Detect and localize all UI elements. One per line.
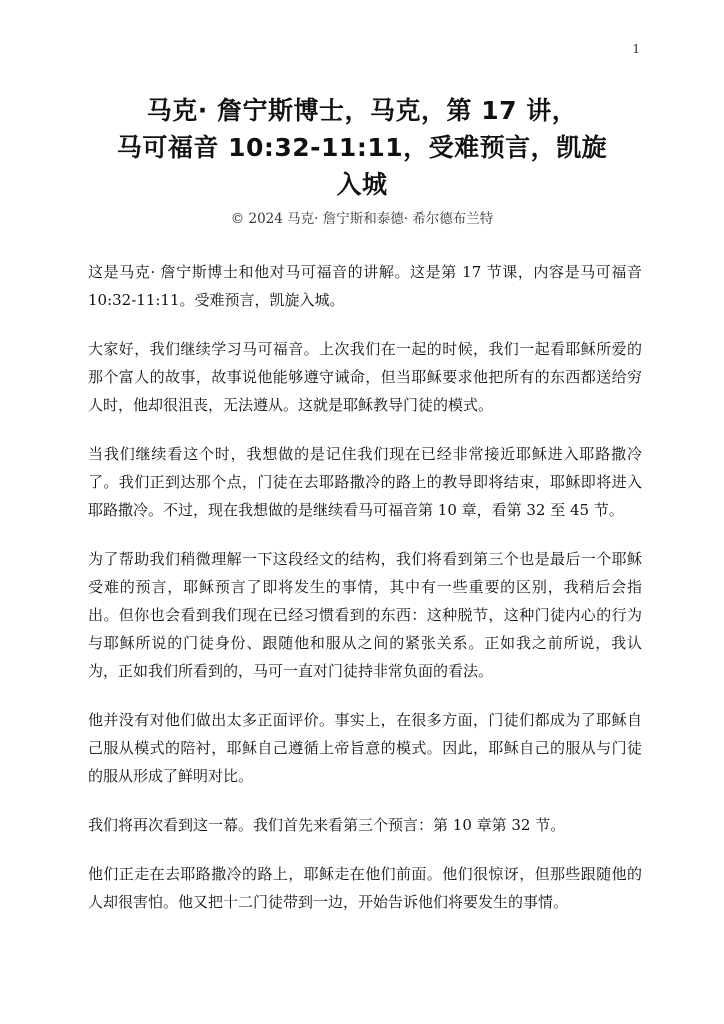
page-number: 1	[632, 42, 640, 56]
paragraph-6: 我们将再次看到这一幕。我们首先来看第三个预言：第 10 章第 32 节。	[88, 816, 566, 834]
paragraph-5: 他并没有对他们做出太多正面评价。事实上，在很多方面，门徒们都成为了耶稣自己服从模式的陪衬，耶稣自己遵循上帝旨意的模式。因此，耶稣自己的服从与门徒的服从形成了鲜明对比。	[88, 711, 642, 785]
paragraph-1: 这是马克· 詹宁斯博士和他对马可福音的讲解。这是第 17 节课，内容是马可福音 10:32-11:11。受难预言，凯旋入城。	[88, 263, 642, 309]
title-line-3: 入城	[336, 170, 388, 199]
title-line-2: 马可福音 10:32-11:11，受难预言，凯旋	[116, 133, 608, 162]
document-body	[88, 258, 642, 937]
paragraph-4: 为了帮助我们稍微理解一下这段经文的结构，我们将看到第三个也是最后一个耶稣受难的预言，耶稣预言了即将发生的事情，其中有一些重要的区别，我稍后会指出。但你也会看到我们现在已经习惯看到的东西：这种脱节，这种门徒内心的行为与耶稣所说的门徒身份、跟随他和服从之间的紧张关系。正如我之前所说，我认为，正如我们所看到的，马可一直对门徒持非常负面的看法。	[88, 550, 642, 680]
paragraph-3: 当我们继续看这个时，我想做的是记住我们现在已经非常接近耶稣进入耶路撒冷了。我们正到达那个点，门徒在去耶路撒冷的路上的教导即将结束，耶稣即将进入耶路撒冷。不过，现在我想做的是继续看马可福音第 10 章，看第 32 至 45 节。	[88, 445, 642, 519]
paragraph-2: 大家好，我们继续学习马可福音。上次我们在一起的时候，我们一起看耶稣所爱的那个富人的故事，故事说他能够遵守诫命，但当耶稣要求他把所有的东西都送给穷人时，他却很沮丧，无法遵从。这就是耶稣教导门徒的模式。	[88, 340, 642, 414]
title-line-1: 马克· 詹宁斯博士，马克，第 17 讲，	[146, 96, 578, 125]
copyright-notice: © 2024 马克· 詹宁斯和泰德· 希尔德布兰特	[230, 211, 494, 227]
document-title	[60, 92, 664, 227]
paragraph-7: 他们正走在去耶路撒冷的路上，耶稣走在他们前面。他们很惊讶，但那些跟随他的人却很害怕。他又把十二门徒带到一边，开始告诉他们将要发生的事情。	[88, 865, 642, 911]
